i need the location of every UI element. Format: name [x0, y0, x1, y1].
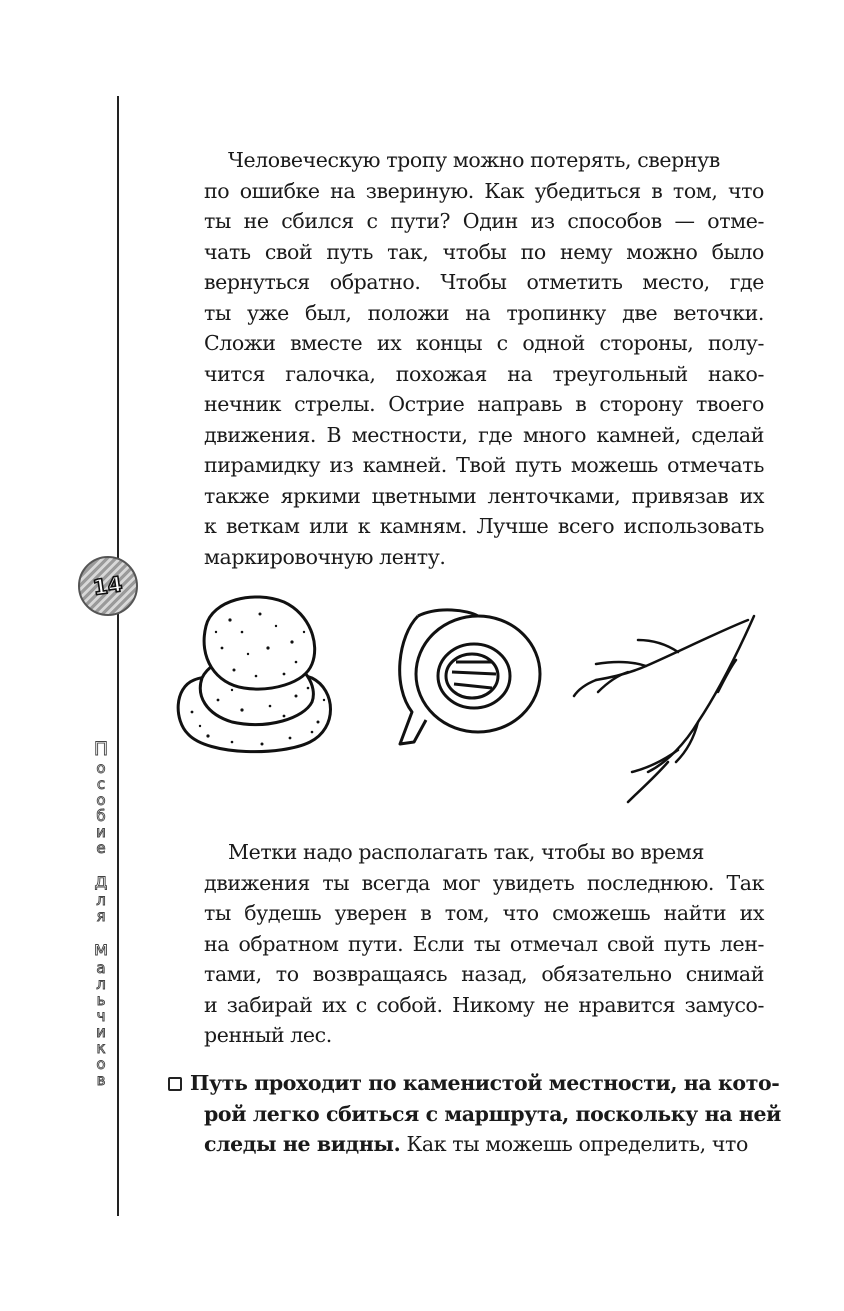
- side-title-letter: я: [96, 907, 106, 925]
- text-line: Сложи вместе их концы с одной стороны, полу-: [204, 331, 764, 355]
- side-title-letter: е: [96, 839, 106, 857]
- text-line: вернуться обратно. Чтобы отметить место, где: [204, 270, 764, 294]
- question-line: [168, 1129, 764, 1160]
- text-line: движения. В местности, где много камней, сделай: [204, 422, 764, 447]
- text-line: и забирай их с собой. Никому не нравится замусо-: [204, 992, 764, 1017]
- text-line: ты уже был, положи на тропинку две веточки.: [204, 300, 764, 325]
- text-line: ренный лес.: [204, 1023, 332, 1047]
- side-title-letter: и: [96, 1023, 106, 1041]
- side-title-letter: ч: [96, 1007, 106, 1025]
- side-title-letter: о: [96, 791, 106, 809]
- side-title-letter: л: [96, 891, 106, 909]
- side-title-letter: ь: [96, 991, 106, 1009]
- checkbox-icon: [168, 1077, 182, 1091]
- text-line: пирамидку из камней. Твой путь можешь отмечать: [204, 453, 764, 477]
- paragraph-visible-marks: [204, 837, 764, 1051]
- question-normal-text: Как ты можешь определить, что: [400, 1132, 748, 1156]
- text-line: тами, то возвращаясь назад, обязательно снимай: [204, 962, 764, 986]
- side-title-letter: д: [94, 870, 108, 892]
- question-line: [168, 1099, 781, 1130]
- tape-roll-icon: [378, 596, 548, 746]
- twigs-arrow-icon: [568, 612, 758, 808]
- text-line: также яркими цветными ленточками, привязав их: [204, 483, 764, 508]
- side-title-gap: [84, 856, 118, 870]
- text-line: нечник стрелы. Острие направь в сторону твоего: [204, 392, 764, 416]
- side-title-letter: о: [96, 759, 106, 777]
- text-line: Человеческую тропу можно потерять, свернув: [228, 148, 720, 172]
- side-title-letter: с: [96, 775, 106, 793]
- question-item: [168, 1068, 781, 1160]
- text-line: движения ты всегда мог увидеть последнюю. Так: [204, 870, 764, 895]
- text-line: по ошибке на звериную. Как убедиться в том, что: [204, 178, 764, 203]
- side-title-letter: м: [93, 938, 109, 960]
- text-line: на обратном пути. Если ты отмечал свой путь лен-: [204, 931, 764, 956]
- side-title-gap: [84, 924, 118, 938]
- text-line: к веткам или к камням. Лучше всего использовать: [204, 514, 764, 538]
- text-line: Метки надо располагать так, чтобы во время: [228, 840, 704, 864]
- text-line: ты не сбился с пути? Один из способов — отме-: [204, 209, 764, 233]
- question-bold-text: рой легко сбиться с маршрута, поскольку на ней: [204, 1101, 781, 1126]
- page-number-badge: [78, 556, 138, 616]
- stone-pyramid-icon: [172, 592, 342, 772]
- question-bold-text: Путь проходит по каменистой местности, на кото-: [190, 1071, 780, 1095]
- side-title-letter: в: [96, 1071, 106, 1089]
- text-line: чится галочка, похожая на треугольный нако-: [204, 361, 764, 386]
- side-title-letter: к: [96, 1039, 106, 1057]
- side-title-letter: л: [96, 975, 106, 993]
- side-title-letter: П: [93, 738, 109, 760]
- side-title-letter: о: [96, 1055, 106, 1073]
- question-bold-text: следы не видны.: [204, 1132, 401, 1156]
- text-line: чать свой путь так, чтобы по нему можно было: [204, 239, 764, 264]
- question-line: [168, 1068, 780, 1099]
- side-title-letter: и: [96, 823, 106, 841]
- text-line: маркировочную ленту.: [204, 544, 446, 569]
- side-running-title: [84, 738, 118, 1088]
- side-title-letter: б: [96, 807, 106, 825]
- paragraph-trail-marks: [204, 145, 764, 572]
- side-title-letter: а: [96, 959, 106, 977]
- text-line: ты будешь уверен в том, что сможешь найти их: [204, 901, 764, 925]
- page-number: 14: [91, 572, 125, 600]
